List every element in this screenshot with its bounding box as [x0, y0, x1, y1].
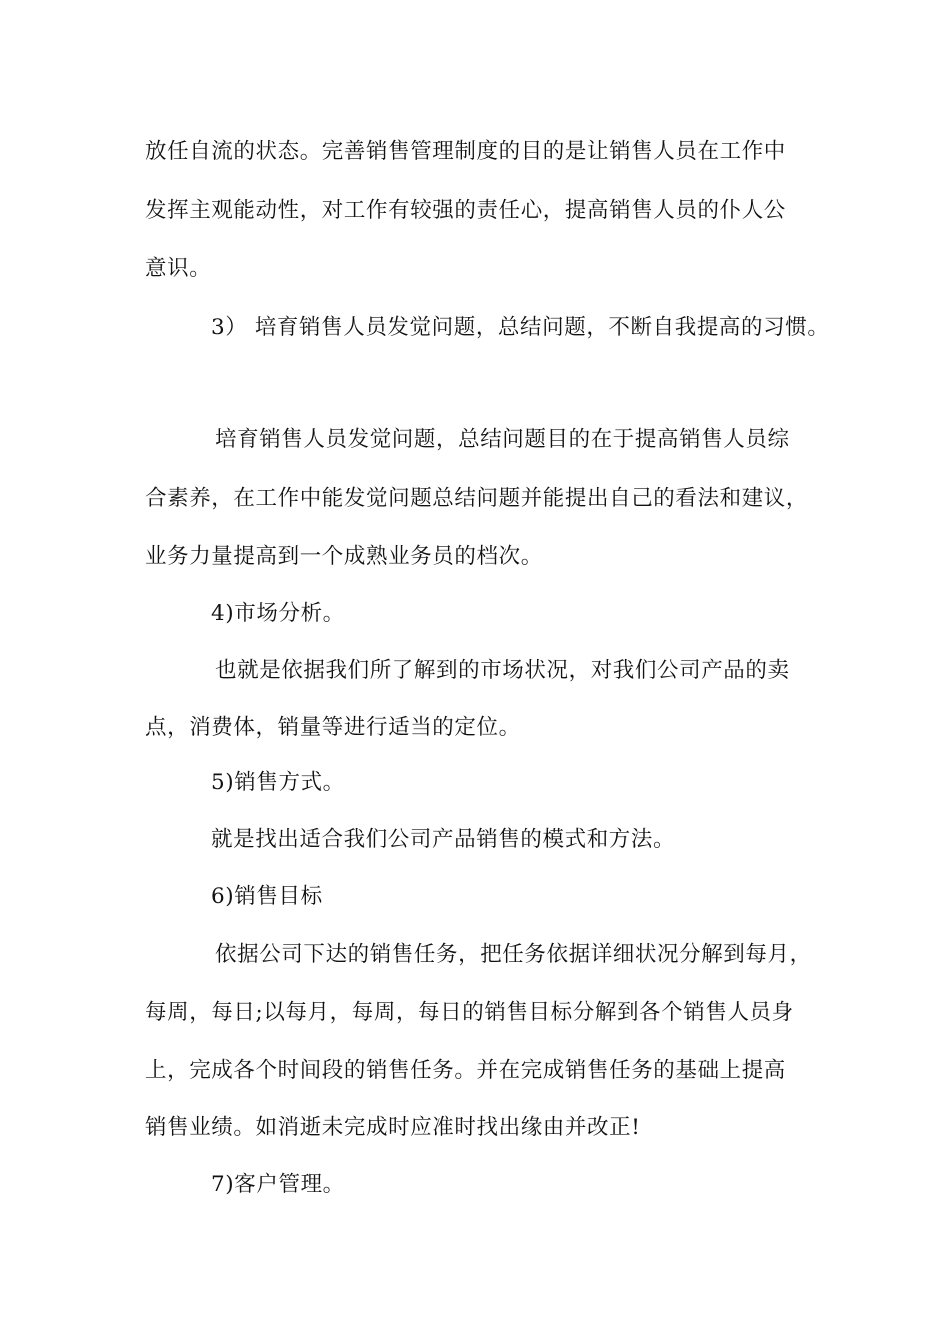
paragraph-line: 意识。: [145, 256, 212, 281]
paragraph-line: 放任自流的状态。完善销售管理制度的目的是让销售人员在工作中: [145, 139, 786, 164]
section-heading-4: 4)市场分析。: [211, 601, 345, 626]
paragraph-line: 也就是依据我们所了解到的市场状况，对我们公司产品的卖: [215, 658, 790, 683]
paragraph-line: 合素养，在工作中能发觉问题总结问题并能提出自己的看法和建议，: [145, 486, 809, 511]
section-heading-7: 7)客户管理。: [211, 1172, 345, 1197]
paragraph-line: 发挥主观能动性，对工作有较强的责任心，提高销售人员的仆人公: [145, 198, 786, 223]
section-heading-3: 3） 培育销售人员发觉问题，总结问题，不断自我提高的习惯。: [211, 315, 830, 340]
paragraph-line: 就是找出适合我们公司产品销售的模式和方法。: [211, 827, 676, 852]
paragraph-line: 业务力量提高到一个成熟业务员的档次。: [145, 544, 543, 569]
section-heading-6: 6)销售目标: [211, 884, 323, 909]
paragraph-line: 每周，每日;以每月，每周，每日的销售目标分解到各个销售人员身: [145, 1000, 794, 1025]
paragraph-line: 上，完成各个时间段的销售任务。并在完成销售任务的基础上提高: [145, 1058, 786, 1083]
section-heading-5: 5)销售方式。: [211, 770, 345, 795]
paragraph-line: 依据公司下达的销售任务，把任务依据详细状况分解到每月，: [215, 942, 812, 967]
paragraph-line: 培育销售人员发觉问题，总结问题目的在于提高销售人员综: [215, 427, 790, 452]
paragraph-line: 销售业绩。如消逝未完成时应准时找出缘由并改正!: [145, 1115, 641, 1140]
paragraph-line: 点，消费体，销量等进行适当的定位。: [145, 715, 521, 740]
